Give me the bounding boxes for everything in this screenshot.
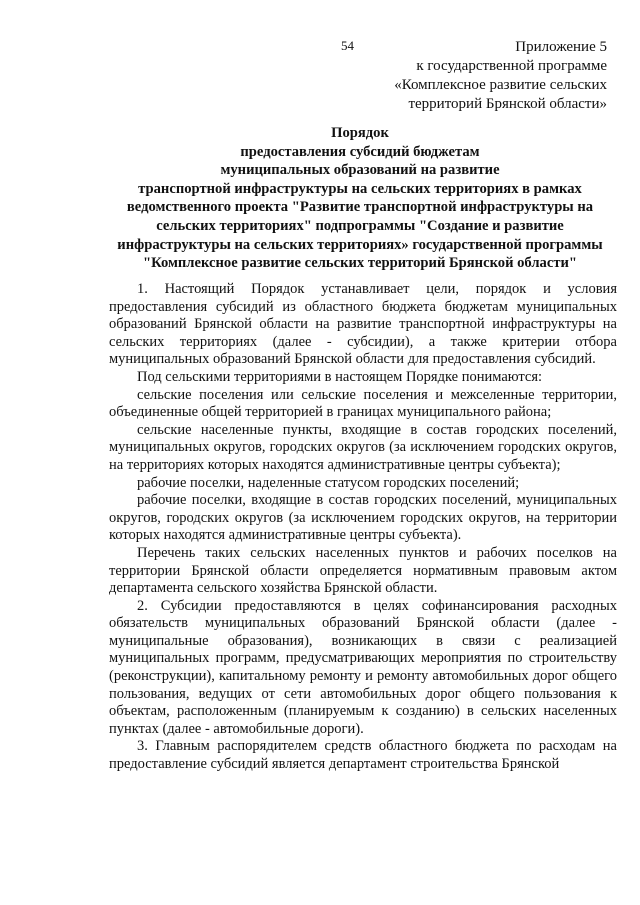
appendix-line-4: территорий Брянской области»: [408, 96, 607, 112]
page-number: 54: [341, 38, 354, 53]
title-line-1: Порядок: [331, 125, 389, 141]
paragraph: сельские населенные пункты, входящие в состав городских поселений, муниципальных округов, городских округов (за исключением городских округов, на территориях которых находятся административные центры субъекта);: [109, 421, 617, 473]
title-line-6: сельских территориях" подпрограммы "Создание и развитие: [156, 217, 564, 234]
title-line-3: муниципальных образований на развитие: [220, 162, 500, 179]
paragraph: Перечень таких сельских населенных пунктов и рабочих поселков на территории Брянской области определяется нормативным правовым актом департамента сельского хозяйства Брянской области.: [109, 544, 617, 597]
paragraph: рабочие поселки, входящие в состав городских поселений, муниципальных округов, городских округов (за исключением городских округов, на территории которых находятся административные центры субъекта).: [109, 492, 617, 544]
document-title: [100, 124, 620, 273]
paragraph: сельские поселения или сельские поселения и межселенные территории, объединенные общей территорией в границах муниципального района;: [109, 386, 617, 421]
appendix-line-1: Приложение 5: [515, 39, 607, 55]
title-line-7: инфраструктуры на сельских территориях» государственной программы: [117, 236, 603, 253]
document-body: [109, 281, 617, 774]
paragraph: 1. Настоящий Порядок устанавливает цели, порядок и условия предоставления субсидий из областного бюджета бюджетам муниципальных образований Брянской области на развитие транспортной инфраструктуры на сельских территориях (далее - субсидии), а также критерии отбора муниципальных образований Брянской области для предоставления субсидий.: [109, 281, 617, 368]
title-line-4: транспортной инфраструктуры на сельских территориях в рамках: [138, 180, 582, 197]
title-line-2: предоставления субсидий бюджетам: [240, 143, 480, 160]
title-line-8: "Комплексное развитие сельских территорий Брянской области": [142, 255, 578, 272]
paragraph: рабочие поселки, наделенные статусом городских поселений;: [137, 474, 520, 491]
appendix-line-3: «Комплексное развитие сельских: [394, 77, 607, 93]
paragraph: 2. Субсидии предоставляются в целях софинансирования расходных обязательств муниципальных образований Брянской области (далее - муниципальные образования), возникающих в связи с реализацией муниципальных программ, предусматривающих мероприятия по строительству (реконструкции), капитальному ремонту и ремонту автомобильных дорог общего пользования, ведущих от сети автомобильных дорог общего пользования к объектам, расположенным (планируемым к созданию) в сельских населенных пунктах (далее - автомобильные дороги).: [109, 597, 617, 737]
appendix-header: [394, 38, 607, 114]
paragraph: Под сельскими территориями в настоящем Порядке понимаются:: [137, 368, 543, 385]
title-line-5: ведомственного проекта "Развитие транспортной инфраструктуры на: [126, 199, 594, 216]
paragraph: 3. Главным распорядителем средств областного бюджета по расходам на предоставление субсидий является департамент строительства Брянской: [109, 738, 617, 773]
appendix-line-2: к государственной программе: [416, 58, 607, 74]
